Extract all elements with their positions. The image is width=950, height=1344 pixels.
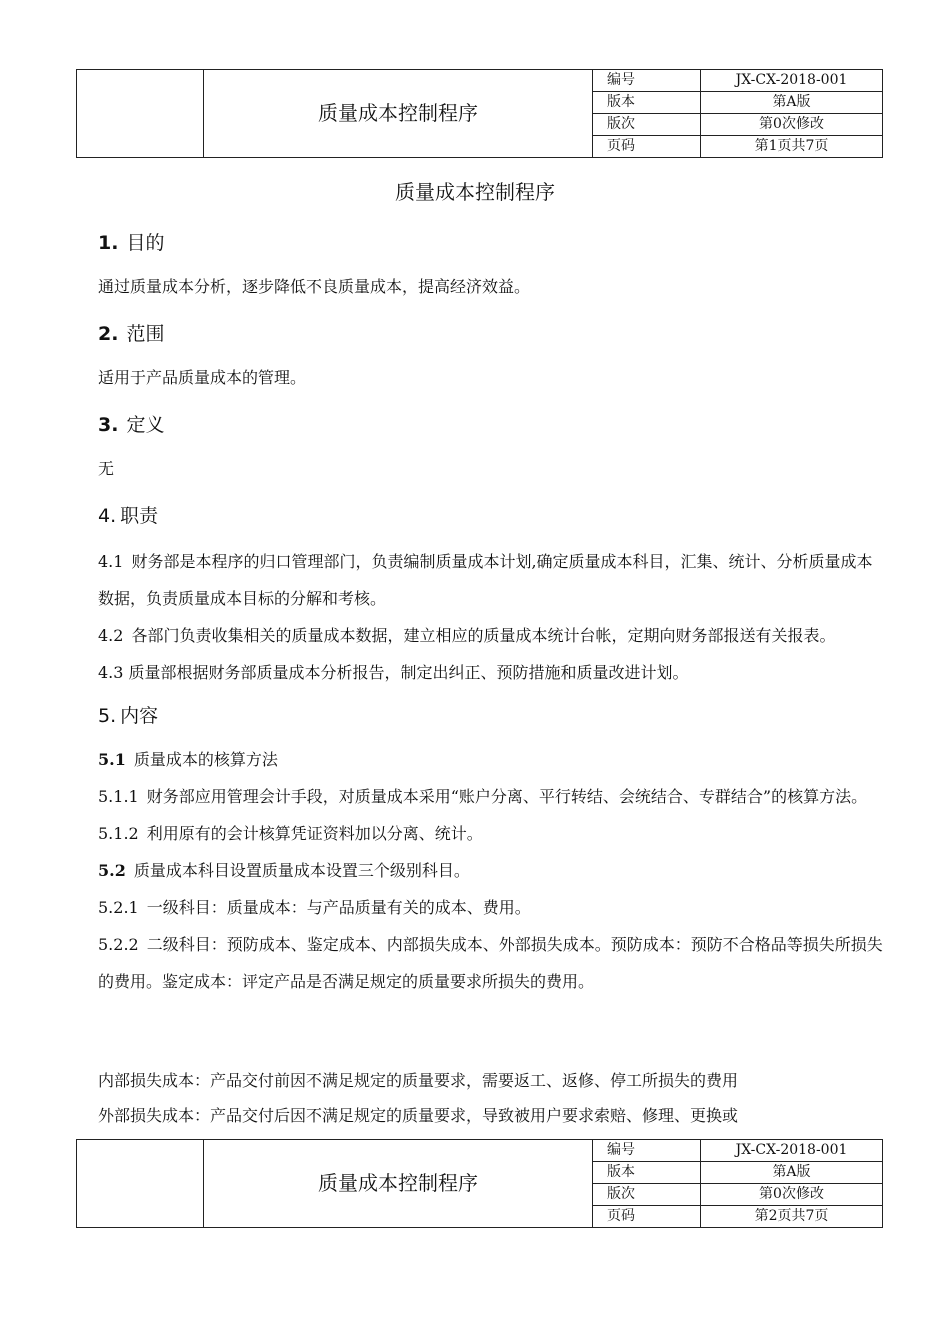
paragraph-text: 质量成本科目设置质量成本设置三个级别科目。	[133, 861, 470, 880]
section-number: 3.	[98, 414, 119, 436]
section-number: 2.	[98, 323, 119, 345]
section-title: 职责	[120, 505, 159, 527]
section-5-heading	[98, 695, 883, 741]
header-key-number: 编号	[593, 1140, 701, 1162]
paragraph-4-2	[98, 617, 883, 654]
section-4-heading	[98, 495, 883, 541]
section-title: 范围	[126, 323, 165, 345]
header-key-revision: 版次	[593, 114, 701, 136]
section-1-heading	[98, 222, 883, 268]
header-key-version: 版本	[593, 92, 701, 114]
section-2-text: 适用于产品质量成本的管理。	[98, 368, 307, 387]
paragraph-internal-loss: 内部损失成本：产品交付前因不满足规定的质量要求，需要返工、返修、停工所损失的费用	[98, 1071, 739, 1090]
header-value-version: 第A版	[701, 1162, 883, 1184]
header-value-revision: 第0次修改	[701, 114, 883, 136]
header-title: 质量成本控制程序	[204, 1140, 593, 1228]
header-value-page: 第1页共7页	[701, 136, 883, 158]
section-number: 1.	[98, 232, 119, 254]
paragraph-text: 利用原有的会计核算凭证资料加以分离、统计。	[146, 824, 483, 843]
header-value-revision: 第0次修改	[701, 1184, 883, 1206]
logo-cell	[77, 70, 204, 158]
paragraph-number: 4.1	[98, 552, 124, 571]
paragraph-5-2-2	[98, 926, 883, 1000]
header-key-revision: 版次	[593, 1184, 701, 1206]
paragraph-text: 财务部应用管理会计手段，对质量成本采用“账户分离、平行转结、会统结合、专群结合”的核算方法。	[146, 787, 868, 806]
paragraph-number: 5.1	[98, 750, 126, 769]
paragraph-number: 4.2	[98, 626, 124, 645]
paragraph-external-loss: 外部损失成本：产品交付后因不满足规定的质量要求，导致被用户要求索赔、修理、更换或	[98, 1106, 739, 1125]
document-body	[98, 222, 883, 1000]
paragraph-text: 一级科目：质量成本：与产品质量有关的成本、费用。	[146, 898, 531, 917]
paragraph-text: 各部门负责收集相关的质量成本数据，建立相应的质量成本统计台帐，定期向财务部报送有关报表。	[131, 626, 836, 645]
section-title: 内容	[120, 705, 159, 727]
paragraph-text: 财务部是本程序的归口管理部门，负责编制质量成本计划,确定质量成本科目，汇集、统计、分析质量成本数据，负责质量成本目标的分解和考核。	[98, 552, 873, 608]
header-key-version: 版本	[593, 1162, 701, 1184]
logo-cell	[77, 1140, 204, 1228]
section-1-text: 通过质量成本分析，逐步降低不良质量成本，提高经济效益。	[98, 277, 531, 296]
paragraph-text: 二级科目：预防成本、鉴定成本、内部损失成本、外部损失成本。预防成本：预防不合格品等损失所损失的费用。鉴定成本：评定产品是否满足规定的质量要求所损失的费用。	[98, 935, 883, 991]
paragraph-5-1-1	[98, 778, 883, 815]
header-key-page: 页码	[593, 1206, 701, 1228]
paragraph-5-2	[98, 852, 883, 889]
header-key-number: 编号	[593, 70, 701, 92]
paragraph-number: 5.2.1	[98, 898, 139, 917]
section-title: 定义	[126, 414, 165, 436]
section-3-text: 无	[98, 459, 115, 478]
header-title: 质量成本控制程序	[204, 70, 593, 158]
paragraph-5-2-1	[98, 889, 883, 926]
paragraph-number: 5.2.2	[98, 935, 139, 954]
section-number: 4.	[98, 505, 117, 527]
paragraph-5-1	[98, 741, 883, 778]
paragraph-number: 5.2	[98, 861, 126, 880]
header-value-number: JX-CX-2018-001	[701, 70, 883, 92]
paragraph-number: 5.1.1	[98, 787, 139, 806]
section-title: 目的	[126, 232, 165, 254]
paragraph-4-3: 4.3 质量部根据财务部质量成本分析报告，制定出纠正、预防措施和质量改进计划。	[98, 663, 689, 682]
paragraph-4-1	[98, 543, 883, 617]
header-value-number: JX-CX-2018-001	[701, 1140, 883, 1162]
paragraph-5-1-2	[98, 815, 883, 852]
section-2-heading	[98, 313, 883, 359]
header-key-page: 页码	[593, 136, 701, 158]
header-value-page: 第2页共7页	[701, 1206, 883, 1228]
header-value-version: 第A版	[701, 92, 883, 114]
section-3-heading	[98, 404, 883, 450]
document-title: 质量成本控制程序	[395, 180, 555, 204]
header-table-page-2	[76, 1139, 883, 1228]
header-table	[76, 69, 883, 158]
paragraph-number: 5.1.2	[98, 824, 139, 843]
section-number: 5.	[98, 705, 117, 727]
paragraph-text: 质量成本的核算方法	[133, 750, 278, 769]
